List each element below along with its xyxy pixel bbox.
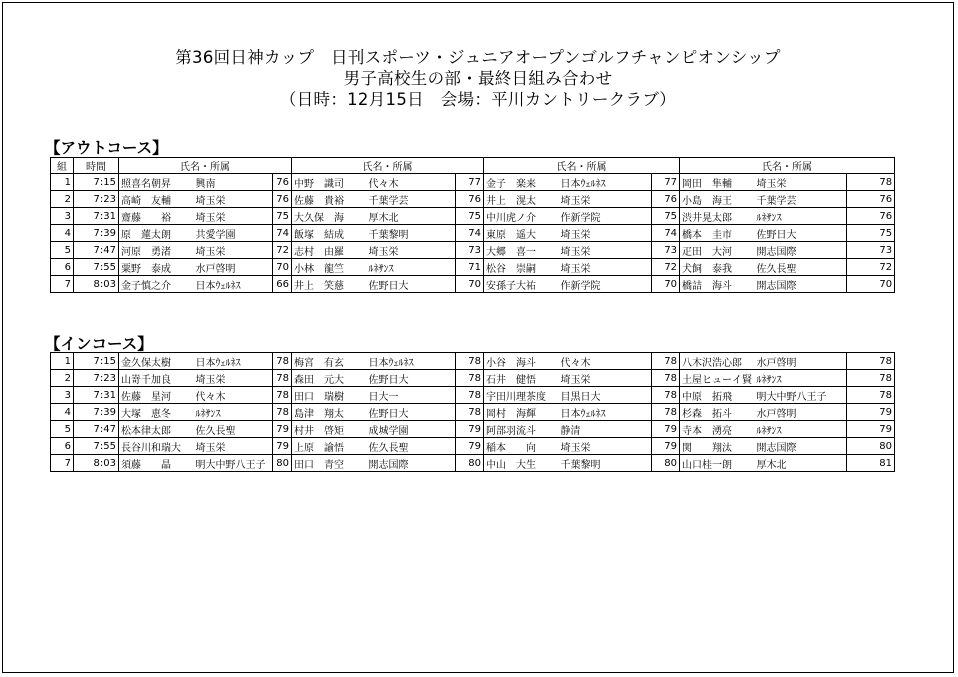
player-score: 72: [273, 242, 292, 259]
player-school: 埼玉栄: [194, 191, 273, 208]
player-score: 81: [847, 455, 895, 472]
tee-time: 7:55: [74, 438, 119, 455]
player-name: 齋藤 裕: [119, 208, 194, 225]
player-score: 78: [273, 404, 292, 421]
player-school: 日本ｳｪﾙﾈｽ: [367, 353, 456, 370]
player-name: 粟野 泰成: [119, 259, 194, 276]
player-score: 78: [456, 387, 484, 404]
player-name: 山口桂一朗: [680, 455, 755, 472]
tee-time: 7:23: [74, 370, 119, 387]
player-score: 80: [273, 455, 292, 472]
tee-time: 7:31: [74, 387, 119, 404]
tee-time: 8:03: [74, 276, 119, 293]
player-name: 金久保太樹: [119, 353, 194, 370]
player-school: 日本ｳｪﾙﾈｽ: [194, 276, 273, 293]
player-score: 76: [273, 191, 292, 208]
document-page: [2, 2, 954, 673]
in-course-title: 【インコース】: [45, 335, 153, 353]
player-name: 田口 青空: [292, 455, 367, 472]
table-row: [51, 174, 895, 191]
player-score: 79: [652, 421, 680, 438]
tee-time: 8:03: [74, 455, 119, 472]
group-number: 3: [51, 208, 74, 225]
group-number: 2: [51, 191, 74, 208]
player-score: 78: [847, 370, 895, 387]
player-name: 井上 笑慈: [292, 276, 367, 293]
player-score: 80: [456, 455, 484, 472]
tee-time: 7:39: [74, 225, 119, 242]
player-school: 佐野日大: [367, 276, 456, 293]
player-score: 79: [847, 404, 895, 421]
player-score: 70: [273, 259, 292, 276]
player-school: 佐久長聖: [367, 438, 456, 455]
player-school: 水戸啓明: [194, 259, 273, 276]
table-row: [51, 455, 895, 472]
player-score: 74: [273, 225, 292, 242]
tee-time: 7:23: [74, 191, 119, 208]
player-score: 78: [273, 353, 292, 370]
player-name: 寺本 湧亮: [680, 421, 755, 438]
tee-time: 7:15: [74, 174, 119, 191]
player-score: 73: [847, 242, 895, 259]
player-score: 76: [456, 191, 484, 208]
player-school: 代々木: [367, 174, 456, 191]
group-number: 6: [51, 438, 74, 455]
header-group: 組: [51, 158, 74, 174]
player-school: 開志国際: [755, 438, 847, 455]
table-row: [51, 276, 895, 293]
player-score: 78: [273, 387, 292, 404]
player-school: 明大中野八王子: [755, 387, 847, 404]
player-score: 79: [456, 421, 484, 438]
group-number: 7: [51, 455, 74, 472]
player-school: ﾙﾈｻﾝｽ: [755, 370, 847, 387]
player-school: 埼玉栄: [559, 225, 652, 242]
table-row: [51, 208, 895, 225]
player-name: 関 翔汰: [680, 438, 755, 455]
player-name: 河原 勇渚: [119, 242, 194, 259]
table-row: [51, 242, 895, 259]
player-school: ﾙﾈｻﾝｽ: [367, 259, 456, 276]
player-score: 72: [847, 259, 895, 276]
player-score: 75: [847, 225, 895, 242]
group-number: 7: [51, 276, 74, 293]
group-number: 4: [51, 404, 74, 421]
group-number: 5: [51, 242, 74, 259]
player-score: 78: [456, 353, 484, 370]
table-row: [51, 387, 895, 404]
player-name: 岡村 海輝: [484, 404, 559, 421]
header-name-school: 氏名・所属: [484, 158, 680, 174]
player-score: 76: [847, 208, 895, 225]
group-number: 4: [51, 225, 74, 242]
player-score: 77: [652, 174, 680, 191]
player-school: 作新学院: [559, 276, 652, 293]
out-course-table: [50, 157, 895, 293]
player-name: 犬飼 泰我: [680, 259, 755, 276]
tee-time: 7:47: [74, 421, 119, 438]
player-score: 78: [456, 404, 484, 421]
title-line-1: 第36回日神カップ 日刊スポーツ・ジュニアオープンゴルフチャンピオンシップ: [175, 48, 781, 67]
player-school: 日本ｳｪﾙﾈｽ: [559, 174, 652, 191]
player-score: 79: [847, 421, 895, 438]
player-school: 佐久長聖: [194, 421, 273, 438]
player-name: 橋詰 海斗: [680, 276, 755, 293]
player-school: 代々木: [559, 353, 652, 370]
player-score: 76: [847, 191, 895, 208]
player-score: 79: [456, 438, 484, 455]
player-school: 埼玉栄: [194, 370, 273, 387]
player-school: 埼玉栄: [559, 191, 652, 208]
player-score: 79: [273, 438, 292, 455]
player-school: 作新学院: [559, 208, 652, 225]
player-school: 水戸啓明: [755, 404, 847, 421]
player-score: 75: [273, 208, 292, 225]
group-number: 3: [51, 387, 74, 404]
player-school: 千葉黎明: [367, 225, 456, 242]
player-name: 梅宮 有玄: [292, 353, 367, 370]
player-score: 78: [652, 370, 680, 387]
player-score: 70: [456, 276, 484, 293]
player-school: 水戸啓明: [755, 353, 847, 370]
player-school: 厚木北: [755, 455, 847, 472]
player-score: 75: [456, 208, 484, 225]
player-name: 島津 翔太: [292, 404, 367, 421]
player-score: 78: [273, 370, 292, 387]
player-school: 佐野日大: [367, 404, 456, 421]
player-school: ﾙﾈｻﾝｽ: [755, 208, 847, 225]
table-header-row: [51, 158, 895, 174]
player-school: 興南: [194, 174, 273, 191]
player-score: 78: [652, 353, 680, 370]
player-name: 石井 健悟: [484, 370, 559, 387]
player-name: 中川虎ノ介: [484, 208, 559, 225]
player-name: 佐藤 貴裕: [292, 191, 367, 208]
player-school: 埼玉栄: [559, 438, 652, 455]
player-school: 共愛学園: [194, 225, 273, 242]
table-row: [51, 404, 895, 421]
player-name: 中野 識司: [292, 174, 367, 191]
player-score: 78: [847, 387, 895, 404]
group-number: 2: [51, 370, 74, 387]
player-name: 佐藤 星河: [119, 387, 194, 404]
player-school: 日本ｳｪﾙﾈｽ: [194, 353, 273, 370]
player-school: 埼玉栄: [367, 242, 456, 259]
player-name: 大郷 喜一: [484, 242, 559, 259]
player-school: 埼玉栄: [194, 242, 273, 259]
player-name: 原 蓮太朗: [119, 225, 194, 242]
player-score: 78: [456, 370, 484, 387]
player-name: 小林 龍竺: [292, 259, 367, 276]
player-school: 静清: [559, 421, 652, 438]
player-school: 厚木北: [367, 208, 456, 225]
title-line-3: （日時：12月15日 会場：平川カントリークラブ）: [279, 90, 677, 109]
player-name: 須藤 晶: [119, 455, 194, 472]
player-name: 高崎 友輔: [119, 191, 194, 208]
player-score: 70: [652, 276, 680, 293]
player-name: 安孫子大祐: [484, 276, 559, 293]
player-name: 橋本 圭市: [680, 225, 755, 242]
player-school: 日本ｳｪﾙﾈｽ: [559, 404, 652, 421]
player-score: 78: [847, 174, 895, 191]
player-school: 明大中野八王子: [194, 455, 273, 472]
title-block: [3, 47, 953, 110]
player-name: 東原 遥大: [484, 225, 559, 242]
tee-time: 7:31: [74, 208, 119, 225]
player-name: 金子 楽来: [484, 174, 559, 191]
player-score: 73: [652, 242, 680, 259]
player-name: 長谷川和瑞大: [119, 438, 194, 455]
player-school: 埼玉栄: [755, 174, 847, 191]
player-name: 金子慎之介: [119, 276, 194, 293]
player-school: ﾙﾈｻﾝｽ: [194, 404, 273, 421]
player-name: 中山 大生: [484, 455, 559, 472]
player-school: 成城学園: [367, 421, 456, 438]
tee-time: 7:47: [74, 242, 119, 259]
player-school: 日大一: [367, 387, 456, 404]
table-row: [51, 225, 895, 242]
player-school: 開志国際: [755, 276, 847, 293]
group-number: 6: [51, 259, 74, 276]
player-name: 小谷 海斗: [484, 353, 559, 370]
player-name: 松谷 崇嗣: [484, 259, 559, 276]
table-row: [51, 370, 895, 387]
player-school: 埼玉栄: [559, 370, 652, 387]
player-score: 78: [847, 353, 895, 370]
title-line-2: 男子高校生の部・最終日組み合わせ: [343, 69, 613, 88]
header-time: 時間: [74, 158, 119, 174]
player-school: 佐野日大: [367, 370, 456, 387]
player-score: 76: [652, 191, 680, 208]
player-score: 73: [456, 242, 484, 259]
player-school: 千葉学芸: [755, 191, 847, 208]
player-score: 77: [456, 174, 484, 191]
player-name: 土屋ヒューイ賢: [680, 370, 755, 387]
tee-time: 7:55: [74, 259, 119, 276]
player-name: 大塚 恵冬: [119, 404, 194, 421]
out-course-title: 【アウトコース】: [45, 139, 168, 157]
table-row: [51, 353, 895, 370]
group-number: 1: [51, 353, 74, 370]
player-school: 埼玉栄: [194, 438, 273, 455]
player-name: 疋田 大河: [680, 242, 755, 259]
player-score: 76: [273, 174, 292, 191]
group-number: 5: [51, 421, 74, 438]
player-name: 稲本 向: [484, 438, 559, 455]
tee-time: 7:39: [74, 404, 119, 421]
player-name: 宇田川理茶度: [484, 387, 559, 404]
table-row: [51, 438, 895, 455]
player-school: 埼玉栄: [559, 242, 652, 259]
player-score: 80: [847, 438, 895, 455]
in-course-table: [50, 352, 895, 472]
player-school: 千葉学芸: [367, 191, 456, 208]
player-name: 志村 由羅: [292, 242, 367, 259]
player-score: 66: [273, 276, 292, 293]
player-score: 79: [273, 421, 292, 438]
player-school: 開志国際: [367, 455, 456, 472]
player-name: 上原 諭悟: [292, 438, 367, 455]
player-school: 目黒日大: [559, 387, 652, 404]
player-name: 中原 拓飛: [680, 387, 755, 404]
player-school: 千葉黎明: [559, 455, 652, 472]
player-school: 佐野日大: [755, 225, 847, 242]
player-school: 埼玉栄: [194, 208, 273, 225]
player-score: 71: [456, 259, 484, 276]
player-name: 山嵜千加良: [119, 370, 194, 387]
player-name: 阿部羽流斗: [484, 421, 559, 438]
player-score: 78: [652, 404, 680, 421]
player-score: 70: [847, 276, 895, 293]
player-name: 岡田 隼輔: [680, 174, 755, 191]
player-school: 開志国際: [755, 242, 847, 259]
player-score: 80: [652, 455, 680, 472]
header-name-school: 氏名・所属: [292, 158, 484, 174]
player-name: 照喜名朝昇: [119, 174, 194, 191]
player-school: 埼玉栄: [559, 259, 652, 276]
player-score: 75: [652, 208, 680, 225]
group-number: 1: [51, 174, 74, 191]
player-score: 74: [652, 225, 680, 242]
table-row: [51, 421, 895, 438]
player-name: 小島 海王: [680, 191, 755, 208]
player-name: 森田 元大: [292, 370, 367, 387]
player-school: ﾙﾈｻﾝｽ: [755, 421, 847, 438]
table-row: [51, 191, 895, 208]
player-score: 74: [456, 225, 484, 242]
player-name: 飯塚 結成: [292, 225, 367, 242]
player-name: 田口 瑞樹: [292, 387, 367, 404]
tee-time: 7:15: [74, 353, 119, 370]
player-school: 佐久長聖: [755, 259, 847, 276]
player-name: 松本律太郎: [119, 421, 194, 438]
header-name-school: 氏名・所属: [680, 158, 895, 174]
player-score: 78: [652, 387, 680, 404]
table-row: [51, 259, 895, 276]
player-name: 大久保 海: [292, 208, 367, 225]
player-name: 村井 啓矩: [292, 421, 367, 438]
player-name: 杉森 拓斗: [680, 404, 755, 421]
header-name-school: 氏名・所属: [119, 158, 292, 174]
player-name: 井上 滉太: [484, 191, 559, 208]
player-school: 代々木: [194, 387, 273, 404]
player-score: 72: [652, 259, 680, 276]
player-name: 八木沢浩心郎: [680, 353, 755, 370]
player-name: 渋井晃太郎: [680, 208, 755, 225]
player-score: 79: [652, 438, 680, 455]
